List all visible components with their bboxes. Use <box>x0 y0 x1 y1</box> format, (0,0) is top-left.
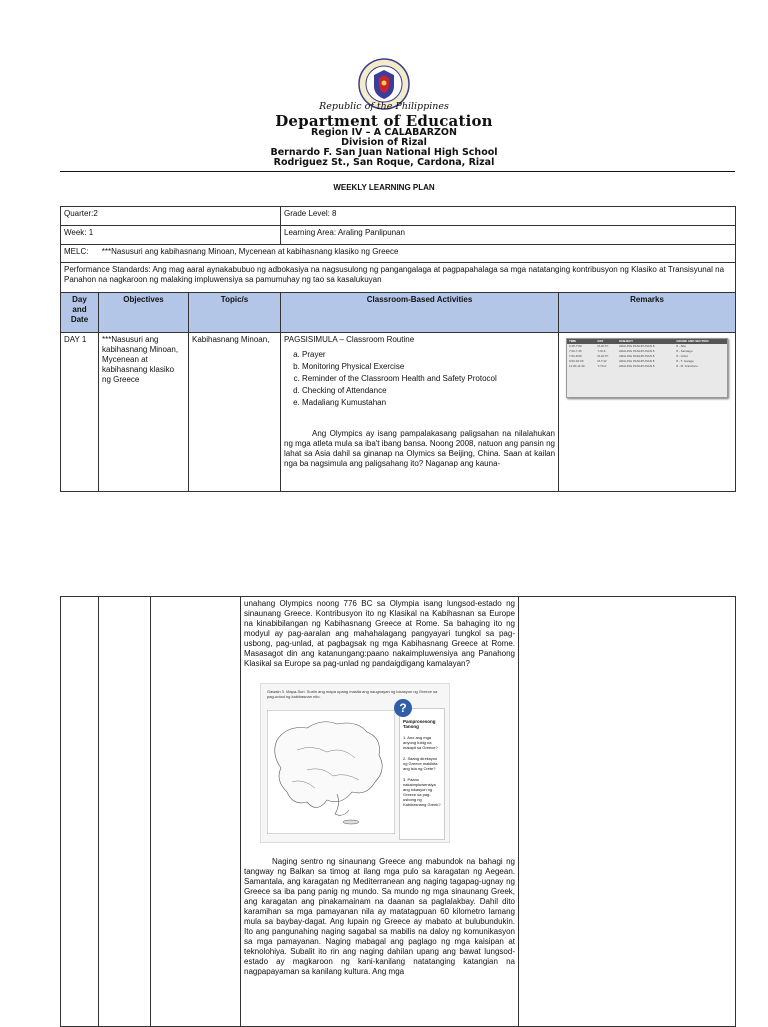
grade-level-cell: Grade Level: 8 <box>281 207 736 226</box>
figure-caption: Gawain 3. Mapa-Suri. Suriin ang mapa upang masita ang naugnayan ng lokasyon ng Greece sa pag-unlad ng kabihasnan nito. <box>267 689 438 699</box>
republic-line: Republic of the Philippines <box>319 101 449 112</box>
sched-header: SUBJECT <box>617 339 674 344</box>
school-name: Bernardo F. San Juan National High School <box>270 147 498 158</box>
sched-cell: 8 - Sila <box>676 344 686 348</box>
col-remarks: Remarks <box>559 293 736 333</box>
sched-cell: M-W-Th <box>597 354 609 358</box>
questions-title: Pamprosesong Tanong <box>403 719 436 729</box>
learning-area-cell: Learning Area: Araling Panlipunan <box>281 226 736 245</box>
melc-cell <box>61 245 736 263</box>
division-line: Division of Rizal <box>341 137 427 148</box>
question-item: 2. Saang direksyon ng Greece makikita ang isla ng Crete? <box>403 756 438 771</box>
col-objectives: Objectives <box>99 293 189 333</box>
sched-cell: 8 - T. Garage <box>676 359 694 363</box>
sched-cell: 8 - Santiago <box>676 349 693 353</box>
sched-header: DAY <box>595 339 616 344</box>
europe-map-icon <box>267 710 395 834</box>
sched-cell: ARALING PANLIPUNAN 8 <box>618 354 655 358</box>
header-divider <box>60 171 735 172</box>
col-activities: Classroom-Based Activities <box>281 293 559 333</box>
col-day-date: Day and Date <box>61 293 99 333</box>
col-topics: Topic/s <box>189 293 281 333</box>
sched-cell: T-Th-F <box>597 364 607 368</box>
melc-text: ***Nasusuri ang kabihasnang Minoan, Mycenean at kabihasnang klasiko ng Greece <box>101 247 399 256</box>
sched-cell: ARALING PANLIPUNAN 8 <box>618 364 655 368</box>
routine-item: d. Checking of Attendance <box>302 385 555 397</box>
intro-paragraph: Ang Olympics ay isang pampalakasang paligsahan na nilalahukan ng mga atleta mula sa iba't ibang bansa. Noong 2008, natuon ang pansin ng lahat sa Asia dahil sa ginanap na Olymics sa Beijing, China. Saan at kailan nga ba nagsimula ang paligsahang ito? Naganap ang kauna- <box>284 429 556 468</box>
class-schedule-image <box>566 338 728 398</box>
day1-objective: ***Nasusuri ang kabihasnang Minoan, Mycenean at kabihasnang klasiko ng Greece <box>99 333 189 492</box>
day1-label: DAY 1 <box>61 333 99 492</box>
routine-heading: PAGSISIMULA – Classroom Routine <box>284 335 415 344</box>
cont-day-cell <box>61 597 99 1027</box>
sched-cell: 8 - M. Francisco <box>676 364 698 368</box>
cont-remarks-cell <box>519 597 736 1027</box>
sched-header: TIME <box>567 339 595 344</box>
question-item: 1. Ano ang mga anyong tubig na malapit sa Greece? <box>403 735 438 750</box>
sched-cell: T-W-F <box>597 349 606 353</box>
routine-item: b. Monitoring Physical Exercise <box>302 361 555 373</box>
week-cell: Week: 1 <box>61 226 281 245</box>
sched-cell: 8 - Gizal <box>676 354 688 358</box>
sched-cell: M-W-Th <box>597 344 609 348</box>
sched-cell: 11:00-11:30 <box>569 364 585 368</box>
greece-map-figure <box>260 683 450 843</box>
day1-activities <box>281 333 559 492</box>
cont-activities-cell <box>241 597 519 1027</box>
sched-cell: ARALING PANLIPUNAN 8 <box>618 359 655 363</box>
question-item: 3. Paano nakaimpluwensiya ang lokasyon ng Greece sa pag-usbong ng Kabihasnang Greek? <box>403 777 441 807</box>
sched-cell: 6:15-7:00 <box>569 344 582 348</box>
performance-standards-cell: Performance Standards: Ang mag aaral aynakabubuo ng adbokasiya na nagsusulong ng pangangalaga at pagpapahalaga sa mga natatanging kontribusyon ng Klasiko at Transisyunal na Panahon na nagkaroon ng malaking impluwensiya sa pamumuhay ng tao sa kasalukuyan <box>61 263 736 293</box>
cont-objective-cell <box>99 597 151 1027</box>
sched-cell: ARALING PANLIPUNAN 8 <box>618 349 655 353</box>
sched-cell: M-T-W <box>597 359 607 363</box>
day1-topic: Kabihasnang Minoan, <box>189 333 281 492</box>
continuation-table <box>60 596 736 1027</box>
remarks-cell <box>559 333 736 492</box>
sched-cell: ARALING PANLIPUNAN 8 <box>618 344 655 348</box>
melc-label: MELC: <box>64 247 89 256</box>
school-address: Rodriguez St., San Roque, Cardona, Rizal <box>273 157 495 168</box>
sched-cell: 9:00-10:00 <box>569 359 584 363</box>
plan-title: WEEKLY LEARNING PLAN <box>333 183 435 192</box>
quarter-cell: Quarter:2 <box>61 207 281 226</box>
region-line: Region IV – A CALABARZON <box>311 127 457 138</box>
weekly-plan-table <box>60 206 736 492</box>
greece-geography-paragraph: Naging sentro ng sinaunang Greece ang mabundok na bahagi ng tangway ng Balkan sa timog at ilang mga pulo sa karagatan ng Aegean. Samantala, ang karagatan ng Mediterranean ang naging tagapag-ugnay ng Greece sa iba pang panig ng mundo. Sa mundo ng mga sinaunang Greek, ang karagatan ang pinakamainam na daanan sa paglalakbay. Dahil dito karamihan sa mga pamayanan nila ay matatagpuan 60 kilometro lamang mula sa baybay-dagat. Ang lupain ng Greece ay mabato at bulubundukin. Ito ang pangunahing naging sagabal sa mabilis na daloy ng komunikasyon sa mga pamayanan. Naging mabagal ang paglago ng mga kaisipan at teknolohiya. Subalit ito rin ang naging dahilan upang ang bawat lungsod-estado ay magkaroon ng kani-kanilang natatanging katangian na nagpapayaman sa kanilang kultura. Ang mga <box>244 857 515 976</box>
question-mark-icon: ? <box>394 699 412 717</box>
cont-topic-cell <box>151 597 241 1027</box>
sched-cell: 7:00-7:45 <box>569 349 582 353</box>
routine-item: c. Reminder of the Classroom Health and Safety Protocol <box>302 373 555 385</box>
routine-item: a. Prayer <box>302 349 555 361</box>
olympics-paragraph: unahang Olympics noong 776 BC sa Olympia isang lungsod-estado ng sinaunang Greece. Kontribusyon ito ng Klasikal na Kabihasnan sa Europe na kinabibilangan ng Kabihasnang Greece at Rome. Sa bahaging ito ng modyul ay pag-aaralan ang mahahalagang pangyayari tungkol sa pag-usbong, pag-unlad, at pagbagsak ng mga Kabihasnang Greece at Rome. Masasagot din ang katanungang:paano nakaimpluwensiya ang Panahong Klasikal sa Europe sa pag-unlad ng pandaigdigang kamalayan? <box>244 599 515 668</box>
routine-list <box>302 349 555 409</box>
sched-cell: 7:00-8:00 <box>569 354 582 358</box>
routine-item: e. Madaliang Kumustahan <box>302 397 555 409</box>
sched-header: GRADE AND SECTION <box>674 339 727 344</box>
questions-box <box>399 701 445 840</box>
department-title: Department of Education <box>275 112 493 130</box>
